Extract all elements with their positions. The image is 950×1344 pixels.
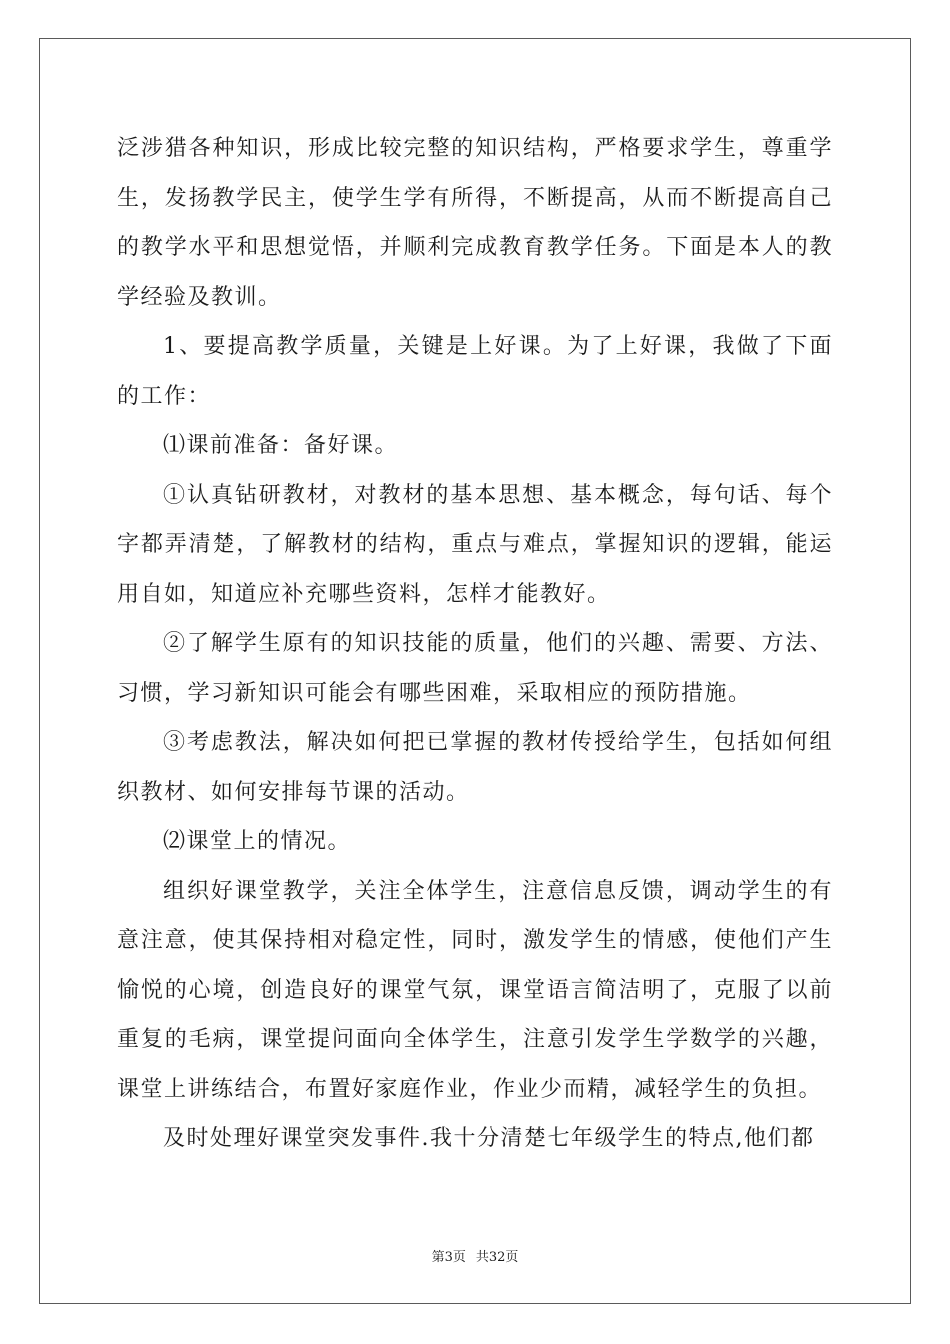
paragraph-5: ②了解学生原有的知识技能的质量，他们的兴趣、需要、方法、习惯，学习新知识可能会有哪些困难，采取相应的预防措施。 xyxy=(117,631,833,706)
paragraph-4: ①认真钻研教材，对教材的基本思想、基本概念，每句话、每个字都弄清楚，了解教材的结构，重点与难点，掌握知识的逻辑，能运用自如，知道应补充哪些资料，怎样才能教好。 xyxy=(117,482,833,607)
page-total: 共32页 xyxy=(475,1250,519,1265)
paragraph-6: ③考虑教法，解决如何把已掌握的教材传授给学生，包括如何组织教材、如何安排每节课的活动。 xyxy=(117,730,833,805)
paragraph-9: 及时处理好课堂突发事件.我十分清楚七年级学生的特点,他们都 xyxy=(163,1126,815,1151)
paragraph-8: 组织好课堂教学，关注全体学生，注意信息反馈，调动学生的有意注意，使其保持相对稳定性，同时，激发学生的情感，使他们产生愉悦的心境，创造良好的课堂气氛，课堂语言简洁明了，克服了以前重复的毛病，课堂提问面向全体学生，注意引发学生学数学的兴趣，课堂上讲练结合，布置好家庭作业，作业少而精，减轻学生的负担。 xyxy=(117,878,833,1102)
paragraph-3: ⑴课前准备：备好课。 xyxy=(163,433,399,458)
page-number: 第3页 xyxy=(431,1250,466,1265)
paragraph-2: 1、要提高教学质量，关键是上好课。为了上好课，我做了下面的工作： xyxy=(117,334,833,409)
paragraph-1: 泛涉猎各种知识，形成比较完整的知识结构，严格要求学生，尊重学生，发扬教学民主，使学生学有所得，不断提高，从而不断提高自己的教学水平和思想觉悟，并顺利完成教育教学任务。下面是本人的教学经验及教训。 xyxy=(117,136,833,310)
page-footer xyxy=(0,1246,950,1265)
paragraph-7: ⑵课堂上的情况。 xyxy=(163,829,352,854)
document-body xyxy=(117,124,833,1164)
